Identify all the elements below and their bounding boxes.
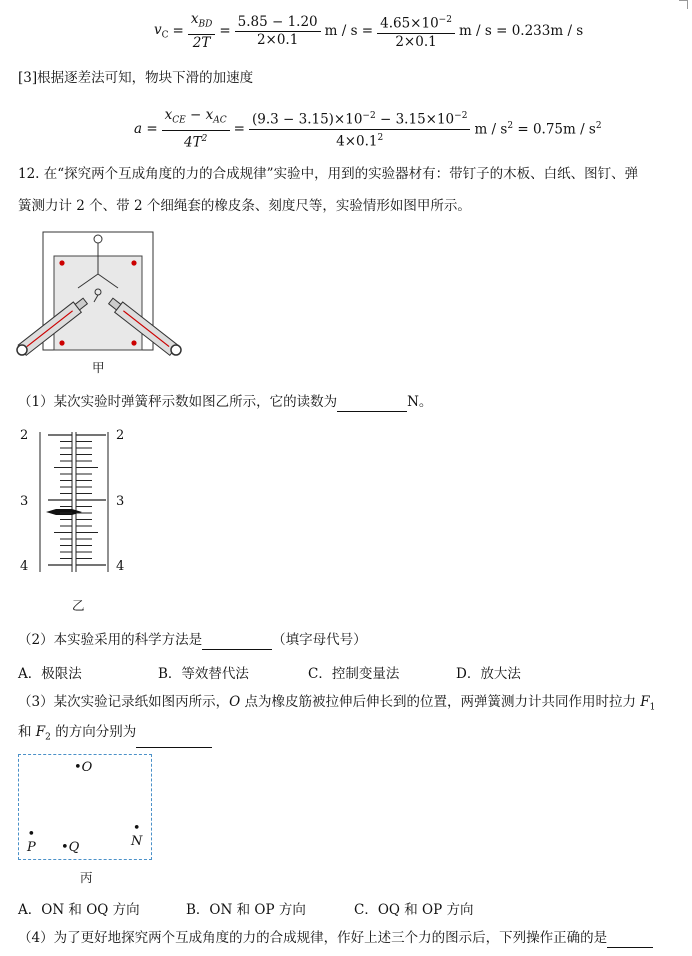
q12-line1: 12. 在“探究两个互成角度的力的合成规律”实验中，用到的实验器材有：带钉子的木板、白纸、图钉、弹 (18, 166, 639, 182)
p1-answer-blank[interactable] (337, 397, 407, 412)
p2-text: （2）本实验采用的科学方法是 （填字母代号） (18, 632, 367, 648)
eq2-frac1: $\frac{x_{CE} - x_{AC}}{4T^2}$ (162, 108, 230, 150)
figure-yi-caption: 乙 (72, 598, 85, 613)
equation-acceleration: a = $\frac{x_{CE} - x_{AC}}{4T^2}$ = $\frac{(9.3 - 3.15)\times 10^{-2} - 3.15\times 10^{-2}}{4\times 0.1^2}$ $m / s^2 = 0.75m / s^2$ (134, 107, 602, 151)
p2-option-b[interactable]: B．等效替代法 (158, 666, 249, 682)
page-corner-mark (679, 0, 688, 9)
eq1-frac1: $\frac{x_{BD}}{2T}$ (188, 12, 215, 51)
q12-line2: 簧测力计 2 个、带 2 个细绳套的橡皮条、刻度尺等，实验情形如图甲所示。 (18, 198, 471, 214)
step3-text: [3]根据逐差法可知，物块下滑的加速度 (18, 70, 254, 86)
p3-option-b[interactable]: B．ON 和 OP 方向 (186, 902, 306, 918)
eq1-lhs: $v_C$ (154, 22, 169, 41)
point-n: • N (131, 821, 143, 849)
figure-jia-caption: 甲 (92, 360, 105, 375)
p3-line1: （3）某次实验记录纸如图丙所示，O 点为橡皮筋被拉伸后伸长到的位置，两弹簧测力计共同作用时拉力 $F_1$ (18, 694, 656, 713)
eq1-frac2: $\frac{5.85 - 1.20}{2\times 0.1}$ (235, 15, 321, 48)
p2-option-d[interactable]: D．放大法 (456, 666, 521, 682)
p2-option-c[interactable]: C．控制变量法 (308, 666, 400, 682)
scale-right-label-3: 3 (116, 494, 125, 509)
scale-right-label-2: 2 (116, 428, 125, 443)
scale-right-label-4: 4 (116, 559, 125, 574)
p4-text: （4）为了更好地探究两个互成角度的力的合成规律，作好上述三个力的图示后，下列操作正确的是 (18, 928, 653, 948)
figure-yi-scale (16, 424, 146, 584)
p3-line2: 和 $F_2$ 的方向分别为 (18, 722, 212, 748)
figure-jia-board (14, 226, 186, 374)
p4-answer-blank[interactable] (607, 933, 653, 948)
scale-left-label-2: 2 (20, 428, 29, 443)
point-q: •Q (61, 840, 80, 855)
p2-answer-blank[interactable] (202, 635, 272, 650)
figure-bing-caption: 丙 (80, 870, 93, 885)
eq1-frac3: $\frac{4.65\times 10^{-2}}{2\times 0.1}$ (377, 13, 455, 50)
p2-option-a[interactable]: A．极限法 (18, 666, 82, 682)
point-o: •O (74, 760, 93, 775)
p1-text: （1）某次实验时弹簧秤示数如图乙所示，它的读数为 N。 (18, 394, 433, 410)
p3-option-c[interactable]: C．OQ 和 OP 方向 (354, 902, 474, 918)
equation-velocity: $v_C$ = $\frac{x_{BD}}{2T}$ = $\frac{5.85 - 1.20}{2\times 0.1}$ m / s = $\frac{4.65\times 10^{-2}}{2\times 0.1}$ m / s = 0.233m / s (154, 11, 584, 51)
point-p: • P (27, 827, 36, 855)
eq2-frac2: $\frac{(9.3 - 3.15)\times 10^{-2} - 3.15\times 10^{-2}}{4\times 0.1^2}$ (249, 109, 470, 149)
p3-answer-blank[interactable] (136, 733, 212, 748)
scale-left-label-3: 3 (20, 494, 29, 509)
scale-left-label-4: 4 (20, 559, 29, 574)
p3-option-a[interactable]: A．ON 和 OQ 方向 (18, 902, 140, 918)
